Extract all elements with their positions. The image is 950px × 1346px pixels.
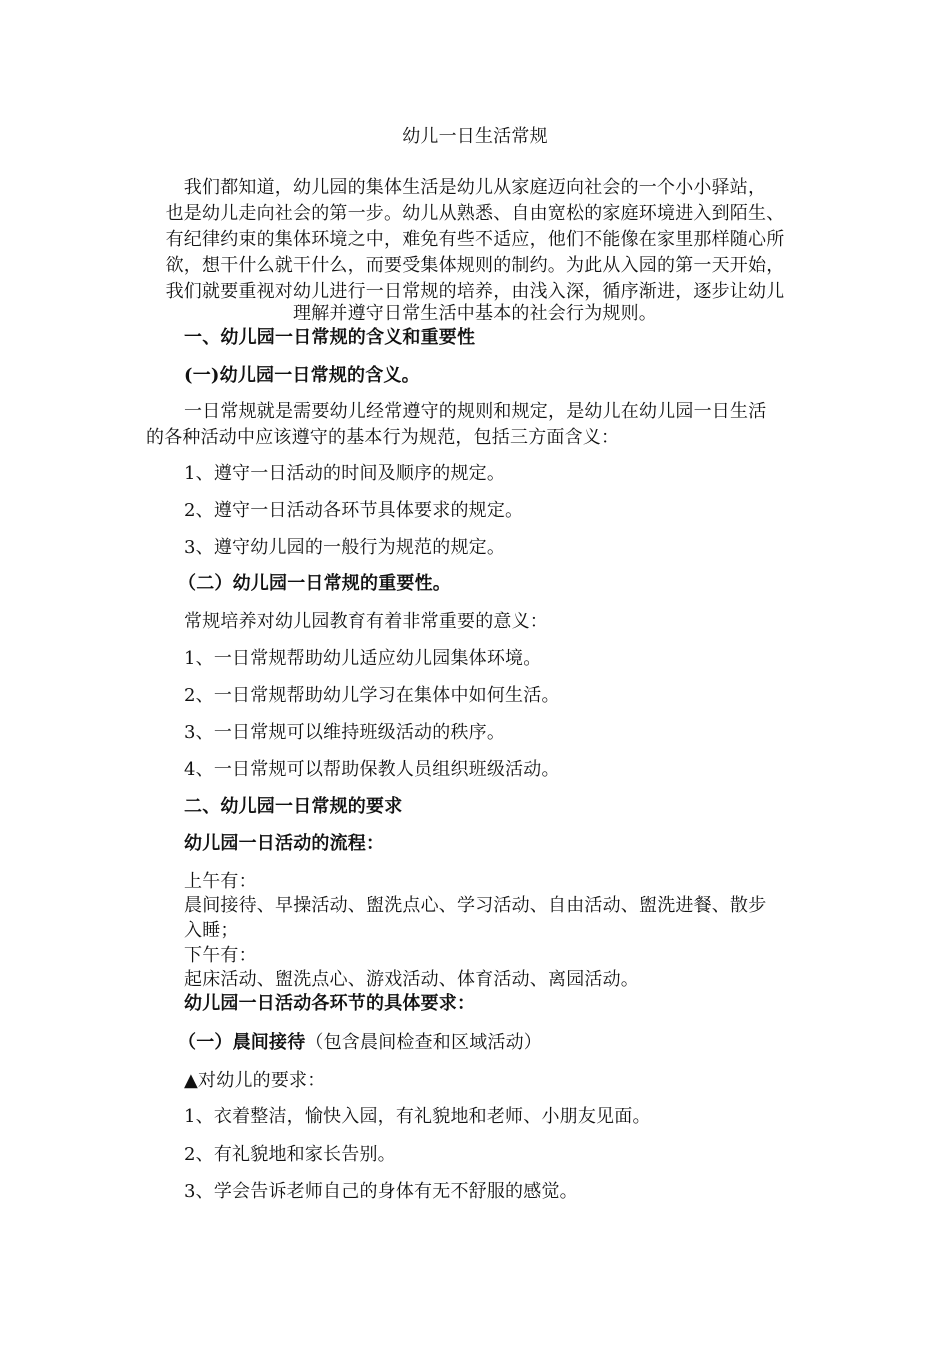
flow-heading: 幼儿园一日活动的流程： — [184, 833, 385, 854]
importance-item: 3、一日常规可以维持班级活动的秩序。 — [184, 722, 506, 743]
importance-item: 1、一日常规帮助幼儿适应幼儿园集体环境。 — [184, 648, 542, 669]
child-requirements-label — [184, 1068, 325, 1094]
item-heading-note: （包含晨间检查和区域活动） — [305, 1032, 543, 1053]
intro-line: 我们就要重视对幼儿进行一日常规的培养，由浅入深，循序渐进，逐步让幼儿 — [165, 281, 785, 302]
importance-item: 2、一日常规帮助幼儿学习在集体中如何生活。 — [184, 685, 560, 706]
child-requirement-item: 1、衣着整洁，愉快入园，有礼貌地和老师、小朋友见面。 — [184, 1106, 651, 1127]
am-activities-cont: 入睡； — [184, 920, 239, 941]
meaning-item: 1、遵守一日活动的时间及顺序的规定。 — [184, 463, 506, 484]
pm-label: 下午有： — [184, 945, 257, 966]
am-label: 上午有： — [184, 871, 257, 892]
meaning-item: 2、遵守一日活动各环节具体要求的规定。 — [184, 500, 524, 521]
subsection-heading-importance: （二）幼儿园一日常规的重要性。 — [178, 573, 451, 594]
am-activities: 晨间接待、早操活动、盥洗点心、学习活动、自由活动、盥洗进餐、散步 — [184, 895, 767, 916]
item-heading-morning-reception — [178, 1030, 542, 1056]
child-requirement-item: 3、学会告诉老师自己的身体有无不舒服的感觉。 — [184, 1181, 578, 1202]
meaning-item: 3、遵守幼儿园的一般行为规范的规定。 — [184, 537, 506, 558]
pm-activities: 起床活动、盥洗点心、游戏活动、体育活动、离园活动。 — [184, 969, 639, 990]
child-requirement-item: 2、有礼貌地和家长告别。 — [184, 1144, 396, 1165]
intro-line: 我们都知道，幼儿园的集体生活是幼儿从家庭迈向社会的一个小小驿站， — [183, 177, 767, 198]
intro-line: 欲，想干什么就干什么，而要受集体规则的制约。为此从入园的第一天开始， — [165, 255, 785, 276]
triangle-icon: ▲ — [184, 1070, 199, 1091]
intro-line: 也是幼儿走向社会的第一步。幼儿从熟悉、自由宽松的家庭环境进入到陌生、 — [165, 203, 785, 224]
item-heading-bold: （一）晨间接待 — [178, 1032, 306, 1053]
intro-line: 理解并遵守日常生活中基本的社会行为规则。 — [293, 303, 657, 324]
importance-intro: 常规培养对幼儿园教育有着非常重要的意义： — [184, 611, 548, 632]
intro-line: 有纪律约束的集体环境之中，难免有些不适应，他们不能像在家里那样随心所 — [165, 229, 785, 250]
definition-line: 的各种活动中应该遵守的基本行为规范，包括三方面含义： — [146, 427, 620, 448]
section-heading-2: 二、幼儿园一日常规的要求 — [184, 796, 403, 817]
document-title: 幼儿一日生活常规 — [402, 126, 548, 147]
section-heading-1: 一、幼儿园一日常规的含义和重要性 — [184, 327, 476, 348]
child-requirements-text: 对幼儿的要求： — [198, 1070, 326, 1091]
importance-item: 4、一日常规可以帮助保教人员组织班级活动。 — [184, 759, 560, 780]
subsection-heading-meaning: (一)幼儿园一日常规的含义。 — [184, 365, 420, 386]
definition-line: 一日常规就是需要幼儿经常遵守的规则和规定，是幼儿在幼儿园一日生活 — [184, 401, 767, 422]
requirements-heading: 幼儿园一日活动各环节的具体要求： — [184, 993, 476, 1014]
